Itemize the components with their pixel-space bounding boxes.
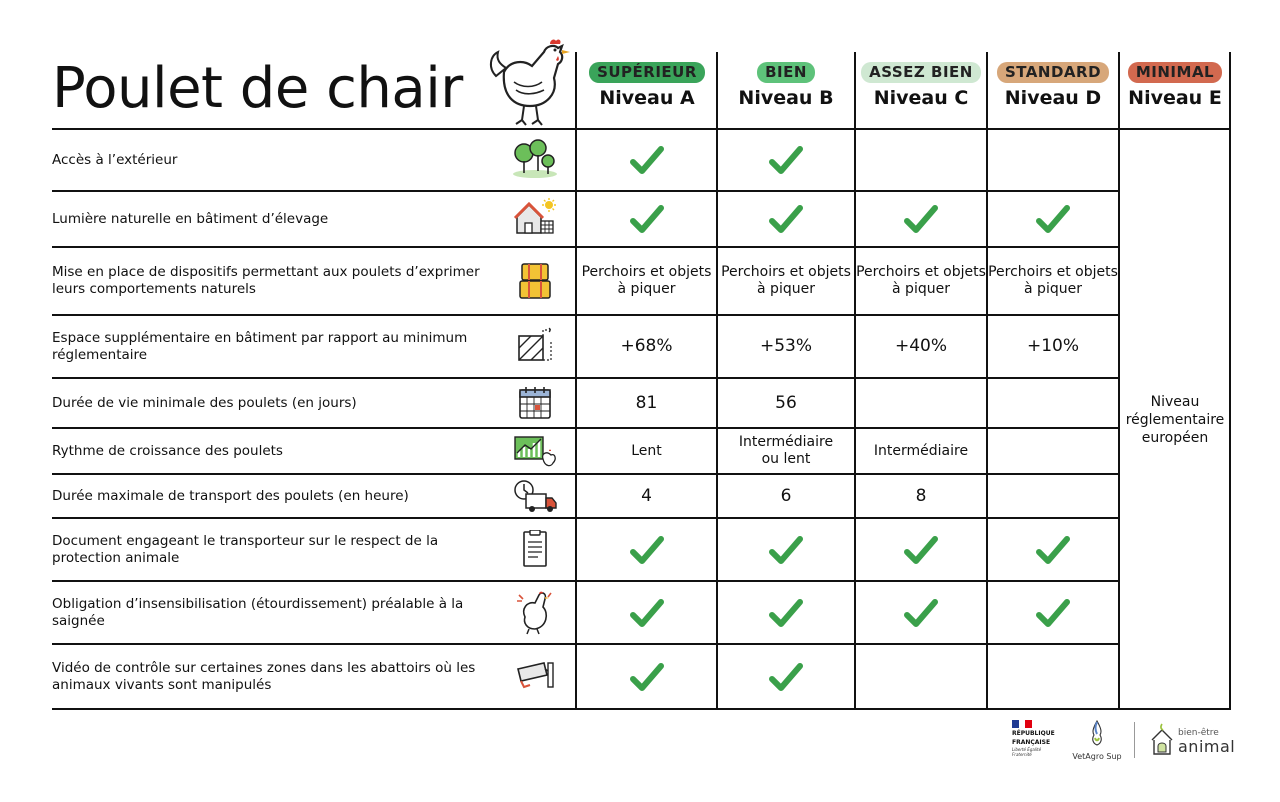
cell-d-row4: +10% (1026, 336, 1080, 356)
check-icon (630, 145, 664, 175)
rf-line1: RÉPUBLIQUE (1012, 730, 1055, 737)
level-c: Niveau C (873, 87, 969, 109)
cell-d-row8 (988, 519, 1118, 580)
check-icon (904, 535, 938, 565)
cell-a-row4: +68% (620, 336, 673, 356)
stunned-hen-icon (510, 591, 560, 635)
cell-b-row6: Intermédiaire ou lent (738, 434, 834, 467)
criterion-label: Document engageant le transporteur sur le respect de la protection animale (52, 532, 439, 566)
grid-line (52, 708, 1231, 710)
cell-d-row2 (988, 192, 1118, 246)
cell-b-row1 (718, 130, 854, 190)
cell-b-row9 (718, 582, 854, 643)
column-d-header (988, 62, 1118, 126)
badge-minimal: MINIMAL (1128, 62, 1222, 83)
french-flag-icon (1012, 720, 1032, 728)
logo-divider (1134, 722, 1135, 758)
cell-c-row7: 8 (915, 485, 927, 506)
cell-c-row4: +40% (894, 336, 948, 356)
cell-c-row8 (856, 519, 986, 580)
check-icon (769, 662, 803, 692)
column-a-header (578, 62, 716, 126)
check-icon (1036, 204, 1070, 234)
criterion-label: Mise en place de dispositifs permettant aux poulets d’exprimer leurs comportements naturels (52, 264, 480, 297)
check-icon (769, 598, 803, 628)
criterion-label: Durée maximale de transport des poulets (en heure) (52, 487, 409, 504)
hay-bales-icon (510, 262, 560, 300)
cell-b-row5: 56 (775, 392, 797, 413)
title-block (52, 50, 576, 128)
cell-b-row4: +53% (759, 336, 813, 356)
vetagro-logo (1068, 720, 1126, 764)
column-e-header (1120, 62, 1230, 126)
cell-b-row2 (718, 192, 854, 246)
cell-a-row5: 81 (635, 392, 658, 413)
check-icon (904, 598, 938, 628)
cell-c-row9 (856, 582, 986, 643)
rf-motto: Liberté Égalité Fraternité (1012, 747, 1042, 757)
vetagro-text: VetAgro Sup (1072, 752, 1122, 761)
bien-etre-animal-logo (1148, 720, 1236, 762)
criterion-label: Rythme de croissance des poulets (52, 442, 283, 459)
cell-a-row2 (577, 192, 716, 246)
level-d: Niveau D (1004, 87, 1102, 109)
criterion-label: Accès à l’extérieur (52, 151, 178, 168)
check-icon (630, 204, 664, 234)
check-icon (904, 204, 938, 234)
check-icon (630, 598, 664, 628)
check-icon (1036, 535, 1070, 565)
cell-a-row7: 4 (641, 485, 652, 506)
level-a: Niveau A (599, 87, 695, 109)
barn-sun-icon (510, 198, 560, 236)
cell-c-row6: Intermédiaire (873, 442, 969, 459)
criterion-label: Lumière naturelle en bâtiment d’élevage (52, 210, 329, 227)
rf-line2: FRANÇAISE (1012, 739, 1051, 746)
republique-francaise-logo (1012, 720, 1060, 764)
check-icon (769, 204, 803, 234)
criterion-label: Durée de vie minimale des poulets (en jours) (52, 394, 357, 411)
check-icon (769, 535, 803, 565)
cell-a-row3: Perchoirs et objets à piquer (581, 264, 712, 297)
vetagro-drop-icon (1089, 720, 1105, 746)
area-expand-icon (510, 326, 560, 364)
check-icon (1036, 598, 1070, 628)
cell-c-row2 (856, 192, 986, 246)
cell-b-row3: Perchoirs et objets à piquer (721, 264, 851, 297)
cell-d-row3: Perchoirs et objets à piquer (988, 264, 1118, 297)
cell-b-row8 (718, 519, 854, 580)
criterion-label: Vidéo de contrôle sur certaines zones dans les abattoirs où les animaux vivants sont manipulés (52, 659, 476, 693)
cell-d-row9 (988, 582, 1118, 643)
cell-a-row9 (577, 582, 716, 643)
badge-superieur: SUPÉRIEUR (589, 62, 705, 83)
cell-a-row10 (577, 645, 716, 708)
criterion-label: Obligation d’insensibilisation (étourdissement) préalable à la saignée (52, 595, 464, 629)
column-c-header (856, 62, 986, 126)
truck-clock-icon (510, 477, 560, 515)
trees-icon (510, 140, 560, 178)
cell-c-row3: Perchoirs et objets à piquer (856, 264, 986, 297)
badge-assez-bien: ASSEZ BIEN (861, 62, 981, 83)
hen-icon (484, 38, 576, 128)
column-b-header (718, 62, 854, 126)
cell-a-row6: Lent (631, 442, 662, 459)
check-icon (769, 145, 803, 175)
niveau-e-text: Niveau réglementaire européen (1125, 393, 1225, 446)
growth-chart-icon (510, 433, 560, 471)
cell-b-row7: 6 (780, 485, 792, 506)
criterion-label: Espace supplémentaire en bâtiment par rapport au minimum réglementaire (52, 329, 468, 363)
check-icon (630, 535, 664, 565)
cow-house-icon (1148, 722, 1176, 758)
badge-standard: STANDARD (997, 62, 1109, 83)
cell-a-row1 (577, 130, 716, 190)
page-title: Poulet de chair (52, 56, 463, 121)
level-b: Niveau B (738, 87, 834, 109)
cell-b-row10 (718, 645, 854, 708)
cell-a-row8 (577, 519, 716, 580)
calendar-icon (510, 384, 560, 422)
ba-top-text: bien-être (1178, 728, 1219, 738)
level-e: Niveau E (1128, 87, 1222, 109)
camera-icon (510, 656, 560, 694)
document-icon (510, 530, 560, 568)
check-icon (630, 662, 664, 692)
badge-bien: BIEN (757, 62, 815, 83)
ba-main-text: animal (1178, 737, 1236, 756)
